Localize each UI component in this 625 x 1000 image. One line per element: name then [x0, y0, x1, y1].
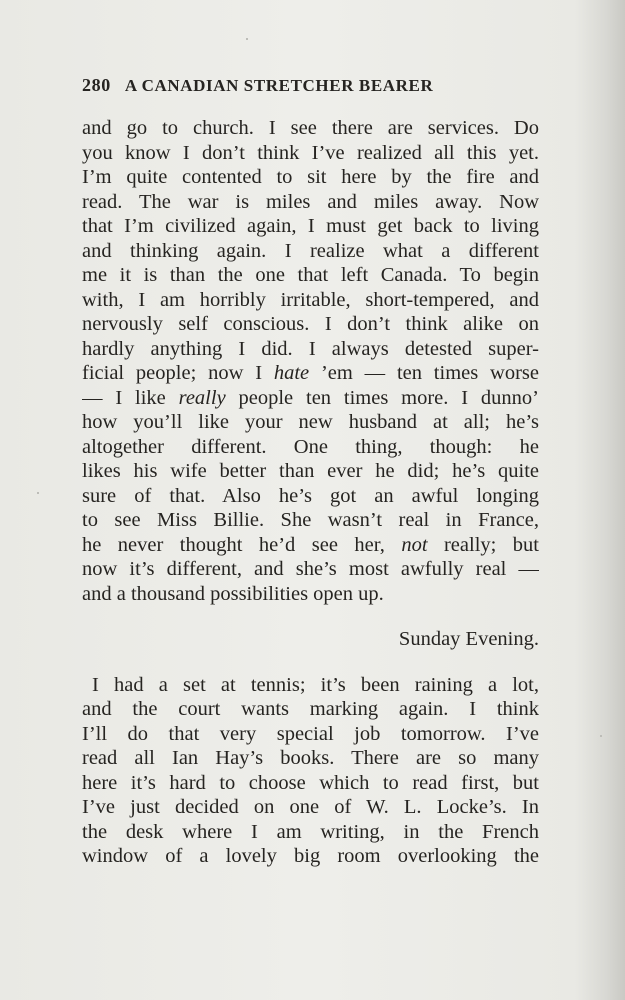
emphasis-not: not [401, 533, 428, 556]
emphasis-hate: hate [273, 362, 310, 384]
text-line: and go to church. I see there are services. Do [82, 117, 539, 139]
emphasis-really: really [178, 386, 226, 409]
text-line: nervously self conscious. I don’t think alike on [82, 313, 539, 335]
text-run: — I like [82, 386, 179, 409]
text-line: I’ve just decided on one of W. L. Locke’s. In [82, 796, 539, 818]
text-line: likes his wife better than ever he did; he’s quite [82, 460, 539, 482]
text-line: I had a set at tennis; it’s been raining a lot, [92, 673, 539, 696]
text-line-hate [82, 361, 539, 386]
text-line: I’m quite contented to sit here by the fire and [82, 166, 539, 188]
text-line: to see Miss Billie. She wasn’t real in France, [82, 509, 539, 531]
text-line: and a thousand possibilities open up. [82, 582, 384, 605]
text-line: and thinking again. I realize what a different [82, 239, 539, 262]
text-run: people ten times more. I dunno’ [225, 386, 539, 409]
text-run: he never thought he’d see her, [82, 533, 402, 556]
text-line: sure of that. Also he’s got an awful longing [82, 484, 539, 507]
text-run: really; but [427, 533, 539, 556]
paper-speck [600, 735, 602, 737]
text-line: I’ll do that very special job tomorrow. I’ve [82, 722, 539, 745]
text-line: that I’m civilized again, I must get back to living [82, 215, 539, 237]
text-line: read. The war is miles and miles away. Now [82, 190, 539, 213]
text-line: how you’ll like your new husband at all; he’s [82, 411, 539, 433]
running-header [82, 75, 552, 103]
text-line: and the court wants marking again. I think [82, 698, 539, 720]
text-line: here it’s hard to choose which to read first, but [82, 771, 539, 794]
body-text [82, 116, 539, 869]
text-line: hardly anything I did. I always detested super- [82, 337, 539, 360]
text-line: you know I don’t think I’ve realized all this yet. [82, 141, 539, 164]
text-line: now it’s different, and she’s most awfully real — [82, 558, 539, 580]
text-line: altogether different. One thing, though: he [82, 435, 539, 458]
paper-speck [246, 38, 248, 40]
paper-speck [37, 492, 39, 494]
text-line: read all Ian Hay’s books. There are so many [82, 747, 539, 769]
text-run: ficial people; now I [82, 362, 274, 384]
page-number: 280 [82, 75, 111, 95]
running-title: A CANADIAN STRETCHER BEARER [124, 76, 434, 95]
text-line-really [82, 386, 539, 411]
text-line: with, I am horribly irritable, short-tempered, and [82, 288, 539, 311]
text-line: window of a lovely big room overlooking the [82, 845, 539, 867]
text-line: me it is than the one that left Canada. To begin [82, 264, 539, 286]
text-run: ’em — ten times worse [309, 362, 539, 384]
text-line: the desk where I am writing, in the French [82, 820, 539, 843]
section-heading-sunday-evening: Sunday Evening. [398, 628, 539, 650]
text-line-not [82, 533, 539, 558]
